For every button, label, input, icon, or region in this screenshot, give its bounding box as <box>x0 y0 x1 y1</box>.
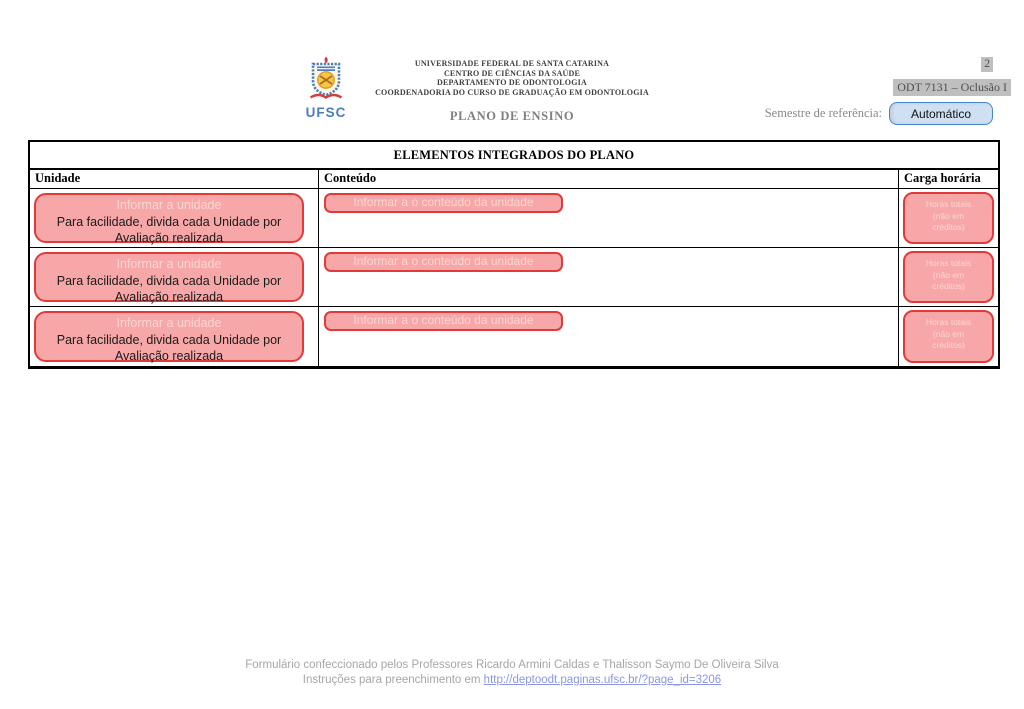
conteudo-cell-row2 <box>319 248 899 307</box>
elements-table <box>28 140 1000 369</box>
conteudo-field[interactable]: Informar a o conteúdo da unidade <box>324 311 563 331</box>
conteudo-field[interactable]: Informar a o conteúdo da unidade <box>324 252 563 272</box>
carga-line: Horas totais <box>925 317 972 327</box>
semester-reference-label: Semestre de referência: <box>764 106 882 120</box>
course-code-field: ODT 7131 – Oclusão I <box>893 79 1011 96</box>
unidade-note: Para facilidade, divida cada Unidade por Avaliação realizada <box>56 214 282 245</box>
unidade-placeholder: Informar a unidade <box>116 316 222 330</box>
carga-horaria-field[interactable] <box>903 251 994 303</box>
carga-horaria-field[interactable] <box>903 310 994 363</box>
unidade-field[interactable] <box>34 252 304 302</box>
footer-instructions <box>0 673 1024 688</box>
carga-line: Horas totais <box>925 258 972 268</box>
unidade-placeholder: Informar a unidade <box>116 198 222 212</box>
column-header-conteudo: Conteúdo <box>319 170 899 189</box>
column-header-carga-horaria: Carga horária <box>899 170 998 189</box>
table-title: ELEMENTOS INTEGRADOS DO PLANO <box>30 142 998 170</box>
crest-flame <box>325 57 328 64</box>
carga-line: (não em <box>932 328 965 339</box>
carga-line: créditos) <box>932 340 965 350</box>
semester-automatic-button[interactable]: Automático <box>889 102 993 125</box>
carga-cell-row2 <box>899 248 998 307</box>
logo-wordmark: UFSC <box>305 105 347 120</box>
ufsc-logo <box>299 56 353 120</box>
carga-horaria-field[interactable] <box>903 192 994 244</box>
conteudo-cell-row1 <box>319 189 899 248</box>
carga-line: (não em <box>932 269 965 280</box>
unidade-placeholder: Informar a unidade <box>116 257 222 271</box>
unidade-cell-row2 <box>30 248 319 307</box>
document-title: PLANO DE ENSINO <box>449 109 575 123</box>
unidade-cell-row1 <box>30 189 319 248</box>
page-number-field: 2 <box>981 57 993 72</box>
carga-line: (não em <box>932 210 965 221</box>
footer-instructions-prefix: Instruções para preenchimento em <box>302 674 484 686</box>
carga-cell-row1 <box>899 189 998 248</box>
unidade-note: Para facilidade, divida cada Unidade por Avaliação realizada <box>56 273 282 304</box>
institution-line: COORDENADORIA DO CURSO DE GRADUAÇÃO EM ODONTOLOGIA <box>375 87 649 97</box>
carga-line: créditos) <box>932 281 965 291</box>
institution-line: CENTRO DE CIÊNCIAS DA SAÚDE <box>443 68 581 78</box>
institution-line: UNIVERSIDADE FEDERAL DE SANTA CATARINA <box>414 59 610 68</box>
page-footer <box>0 658 1024 688</box>
conteudo-cell-row3 <box>319 307 899 366</box>
column-header-unidade: Unidade <box>30 170 319 189</box>
institution-block <box>292 59 732 97</box>
ufsc-crest-icon <box>303 89 349 106</box>
unidade-field[interactable] <box>34 311 304 362</box>
carga-line: créditos) <box>932 222 965 232</box>
carga-line: Horas totais <box>925 199 972 209</box>
institution-line: DEPARTAMENTO DE ODONTOLOGIA <box>437 78 587 88</box>
conteudo-field[interactable]: Informar a o conteúdo da unidade <box>324 193 563 213</box>
instructions-link[interactable]: http://deptoodt.paginas.ufsc.br/?page_id=3206 <box>483 674 722 686</box>
footer-credits: Formulário confeccionado pelos Professores Ricardo Armini Caldas e Thalisson Saymo De Oliveira Silva <box>245 659 779 671</box>
unidade-cell-row3 <box>30 307 319 366</box>
unidade-field[interactable] <box>34 193 304 243</box>
unidade-note: Para facilidade, divida cada Unidade por Avaliação realizada <box>56 332 282 363</box>
carga-cell-row3 <box>899 307 998 366</box>
